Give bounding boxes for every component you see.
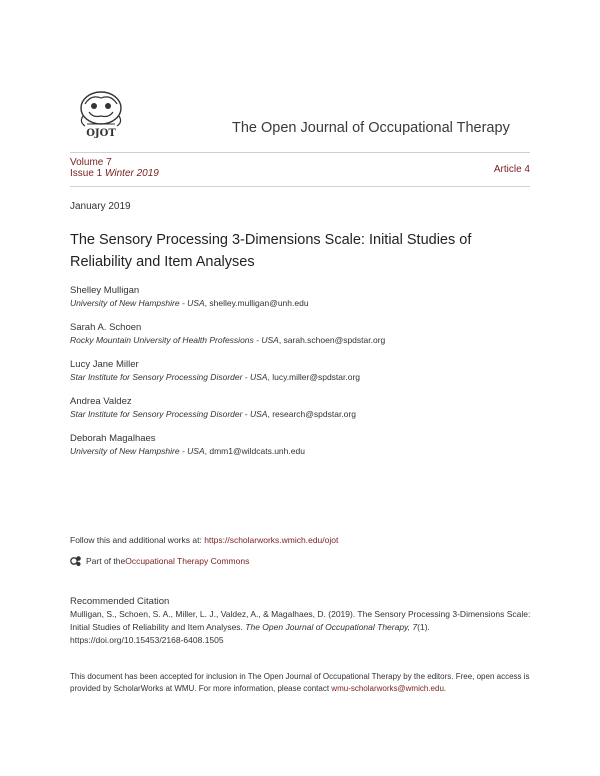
author-entry: Shelley Mulligan University of New Hampshire - USA, shelley.mulligan@unh.edu xyxy=(70,284,540,321)
author-list xyxy=(70,284,540,469)
journal-title[interactable]: The Open Journal of Occupational Therapy xyxy=(232,120,510,136)
follow-text: Follow this and additional works at: xyxy=(70,535,205,545)
recommended-citation-heading: Recommended Citation xyxy=(70,596,170,607)
author-name: Deborah Magalhaes xyxy=(70,433,156,444)
author-affiliation: Star Institute for Sensory Processing Disorder - USA xyxy=(70,409,268,419)
author-name: Sarah A. Schoen xyxy=(70,322,142,333)
access-note xyxy=(70,671,530,695)
part-of-line xyxy=(70,555,249,567)
citation-text xyxy=(70,608,540,647)
author-email: lucy.miller@spdstar.org xyxy=(272,372,361,382)
access-note-end: . xyxy=(443,684,447,693)
author-entry: Lucy Jane Miller Star Institute for Sensory Processing Disorder - USA, lucy.miller@spdstar.org xyxy=(70,358,540,395)
access-note-text: This document has been accepted for inclusion in The Open Journal of Occupational Therapy by the editors. Free, open access is provided by ScholarWorks at WMU. For more information, please contact xyxy=(70,672,530,693)
author-email: sarah.schoen@spdstar.org xyxy=(283,335,386,345)
follow-line xyxy=(70,535,338,545)
author-entry: Andrea Valdez Star Institute for Sensory Processing Disorder - USA, research@spdstar.org xyxy=(70,395,540,432)
author-entry: Sarah A. Schoen Rocky Mountain University of Health Professions - USA, sarah.schoen@spdstar.org xyxy=(70,321,540,358)
volume-divider xyxy=(70,186,530,187)
volume-label[interactable]: Volume 7 xyxy=(70,157,112,168)
svg-text:OJOT: OJOT xyxy=(86,128,116,139)
citation-journal: The Open Journal of Occupational Therapy, 7 xyxy=(245,622,418,632)
part-of-prefix: Part of the xyxy=(86,556,126,566)
header-divider xyxy=(70,152,530,153)
author-affiliation: University of New Hampshire - USA xyxy=(70,298,205,308)
citation-doi[interactable]: (1). https://doi.org/10.15453/2168-6408.1505 xyxy=(70,622,430,645)
author-name: Lucy Jane Miller xyxy=(70,359,139,370)
issue-label[interactable]: Issue 1 xyxy=(70,168,103,179)
author-affiliation: University of New Hampshire - USA xyxy=(70,446,205,456)
citation-body: Mulligan, S., Schoen, S. A., Miller, L. J., Valdez, A., & Magalhaes, D. (2019). The Sensory Processing 3-Dimensions Scale: Initial Studies of Reliability and Item Analyses. xyxy=(70,609,531,632)
journal-logo-icon xyxy=(75,86,127,142)
author-affiliation: Rocky Mountain University of Health Professions - USA xyxy=(70,335,279,345)
commons-link[interactable]: Occupational Therapy Commons xyxy=(125,556,250,566)
author-name: Shelley Mulligan xyxy=(70,285,140,296)
author-affiliation: Star Institute for Sensory Processing Disorder - USA xyxy=(70,372,268,382)
contact-email-link[interactable]: wmu-scholarworks@wmich.edu xyxy=(331,684,444,693)
author-email: shelley.mulligan@unh.edu xyxy=(209,298,309,308)
publication-date: January 2019 xyxy=(70,201,131,212)
author-entry: Deborah Magalhaes University of New Hampshire - USA, dmm1@wildcats.unh.edu xyxy=(70,432,540,469)
issue-season[interactable]: Winter 2019 xyxy=(105,168,159,179)
paper-title: The Sensory Processing 3-Dimensions Scale: Initial Studies of Reliability and Item Analyses xyxy=(70,232,472,270)
article-number[interactable]: Article 4 xyxy=(493,164,530,175)
repository-link[interactable]: https://scholarworks.wmich.edu/ojot xyxy=(204,535,339,545)
author-name: Andrea Valdez xyxy=(70,396,132,407)
volume-issue[interactable] xyxy=(70,157,159,179)
network-icon xyxy=(70,555,82,567)
author-email: dmm1@wildcats.unh.edu xyxy=(209,446,305,456)
author-email: research@spdstar.org xyxy=(272,409,356,419)
